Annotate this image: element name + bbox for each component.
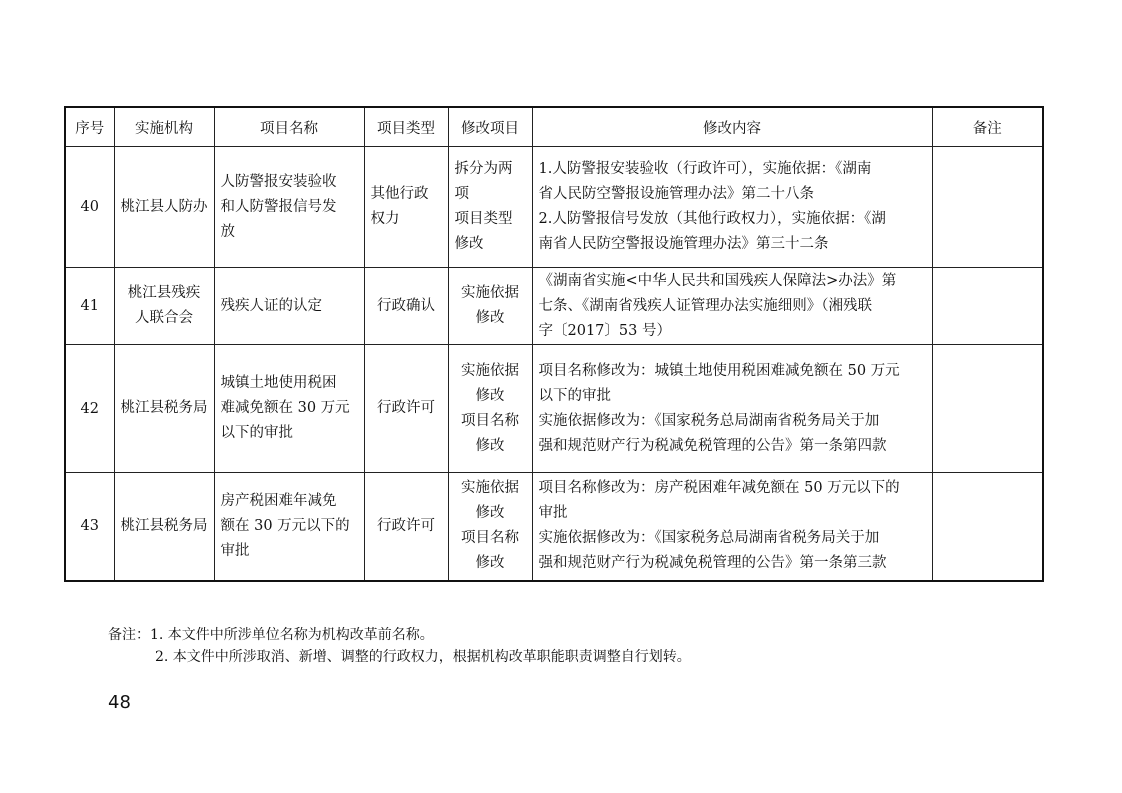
row-remark xyxy=(932,345,1043,473)
footnote-text: 2. 本文件中所涉取消、新增、调整的行政权力，根据机构改革职能职责调整自行划转。 xyxy=(155,649,691,665)
footnote-1 xyxy=(108,624,691,646)
row-agency: 桃江县税务局 xyxy=(114,473,214,581)
row-item-type: 其他行政 权力 xyxy=(364,147,448,268)
row-agency: 桃江县残疾 人联合会 xyxy=(114,268,214,345)
row-agency: 桃江县人防办 xyxy=(114,147,214,268)
header-agency: 实施机构 xyxy=(114,107,214,147)
row-content: 《湖南省实施<中华人民共和国残疾人保障法>办法》第 七条、《湖南省残疾人证管理办法实施细则》（湘残联 字〔2017〕53 号） xyxy=(532,268,932,345)
table-row xyxy=(65,268,1043,345)
modification-table xyxy=(64,106,1044,582)
row-index: 41 xyxy=(65,268,114,345)
row-content: 项目名称修改为：城镇土地使用税困难减免额在 50 万元 以下的审批 实施依据修改为：《国家税务总局湖南省税务局关于加 强和规范财产行为税减免税管理的公告》第一条第四款 xyxy=(532,345,932,473)
table-row xyxy=(65,147,1043,268)
row-modified-item: 实施依据 修改 xyxy=(448,268,532,345)
row-content: 项目名称修改为：房产税困难年减免额在 50 万元以下的 审批 实施依据修改为：《国家税务总局湖南省税务局关于加 强和规范财产行为税减免税管理的公告》第一条第三款 xyxy=(532,473,932,581)
header-modification-content: 修改内容 xyxy=(532,107,932,147)
footnote-label: 备注： xyxy=(108,627,150,643)
row-remark xyxy=(932,268,1043,345)
row-item-type: 行政许可 xyxy=(364,345,448,473)
header-remark: 备注 xyxy=(932,107,1043,147)
row-item-type: 行政许可 xyxy=(364,473,448,581)
row-remark xyxy=(932,147,1043,268)
table-row xyxy=(65,345,1043,473)
row-item-name: 人防警报安装验收 和人防警报信号发 放 xyxy=(214,147,364,268)
page-number: 48 xyxy=(108,692,131,713)
row-index: 40 xyxy=(65,147,114,268)
row-item-name: 残疾人证的认定 xyxy=(214,268,364,345)
row-remark xyxy=(932,473,1043,581)
row-index: 42 xyxy=(65,345,114,473)
row-item-name: 城镇土地使用税困 难减免额在 30 万元 以下的审批 xyxy=(214,345,364,473)
header-item-type: 项目类型 xyxy=(364,107,448,147)
footnote-text: 1. 本文件中所涉单位名称为机构改革前名称。 xyxy=(150,627,434,643)
row-modified-item: 拆分为两项 项目类型 修改 xyxy=(448,147,532,268)
row-index: 43 xyxy=(65,473,114,581)
row-modified-item: 实施依据 修改 项目名称 修改 xyxy=(448,345,532,473)
table-row xyxy=(65,473,1043,581)
header-item-name: 项目名称 xyxy=(214,107,364,147)
row-item-name: 房产税困难年减免 额在 30 万元以下的 审批 xyxy=(214,473,364,581)
row-content: 1.人防警报安装验收（行政许可），实施依据：《湖南 省人民防空警报设施管理办法》第二十八条 2.人防警报信号发放（其他行政权力），实施依据：《湖 南省人民防空警报设施管理办法》第三十二条 xyxy=(532,147,932,268)
table-header xyxy=(65,107,1043,147)
footnote-2 xyxy=(108,646,691,668)
header-index: 序号 xyxy=(65,107,114,147)
footnotes xyxy=(108,624,691,668)
header-modified-item: 修改项目 xyxy=(448,107,532,147)
row-modified-item: 实施依据 修改 项目名称 修改 xyxy=(448,473,532,581)
row-agency: 桃江县税务局 xyxy=(114,345,214,473)
row-item-type: 行政确认 xyxy=(364,268,448,345)
